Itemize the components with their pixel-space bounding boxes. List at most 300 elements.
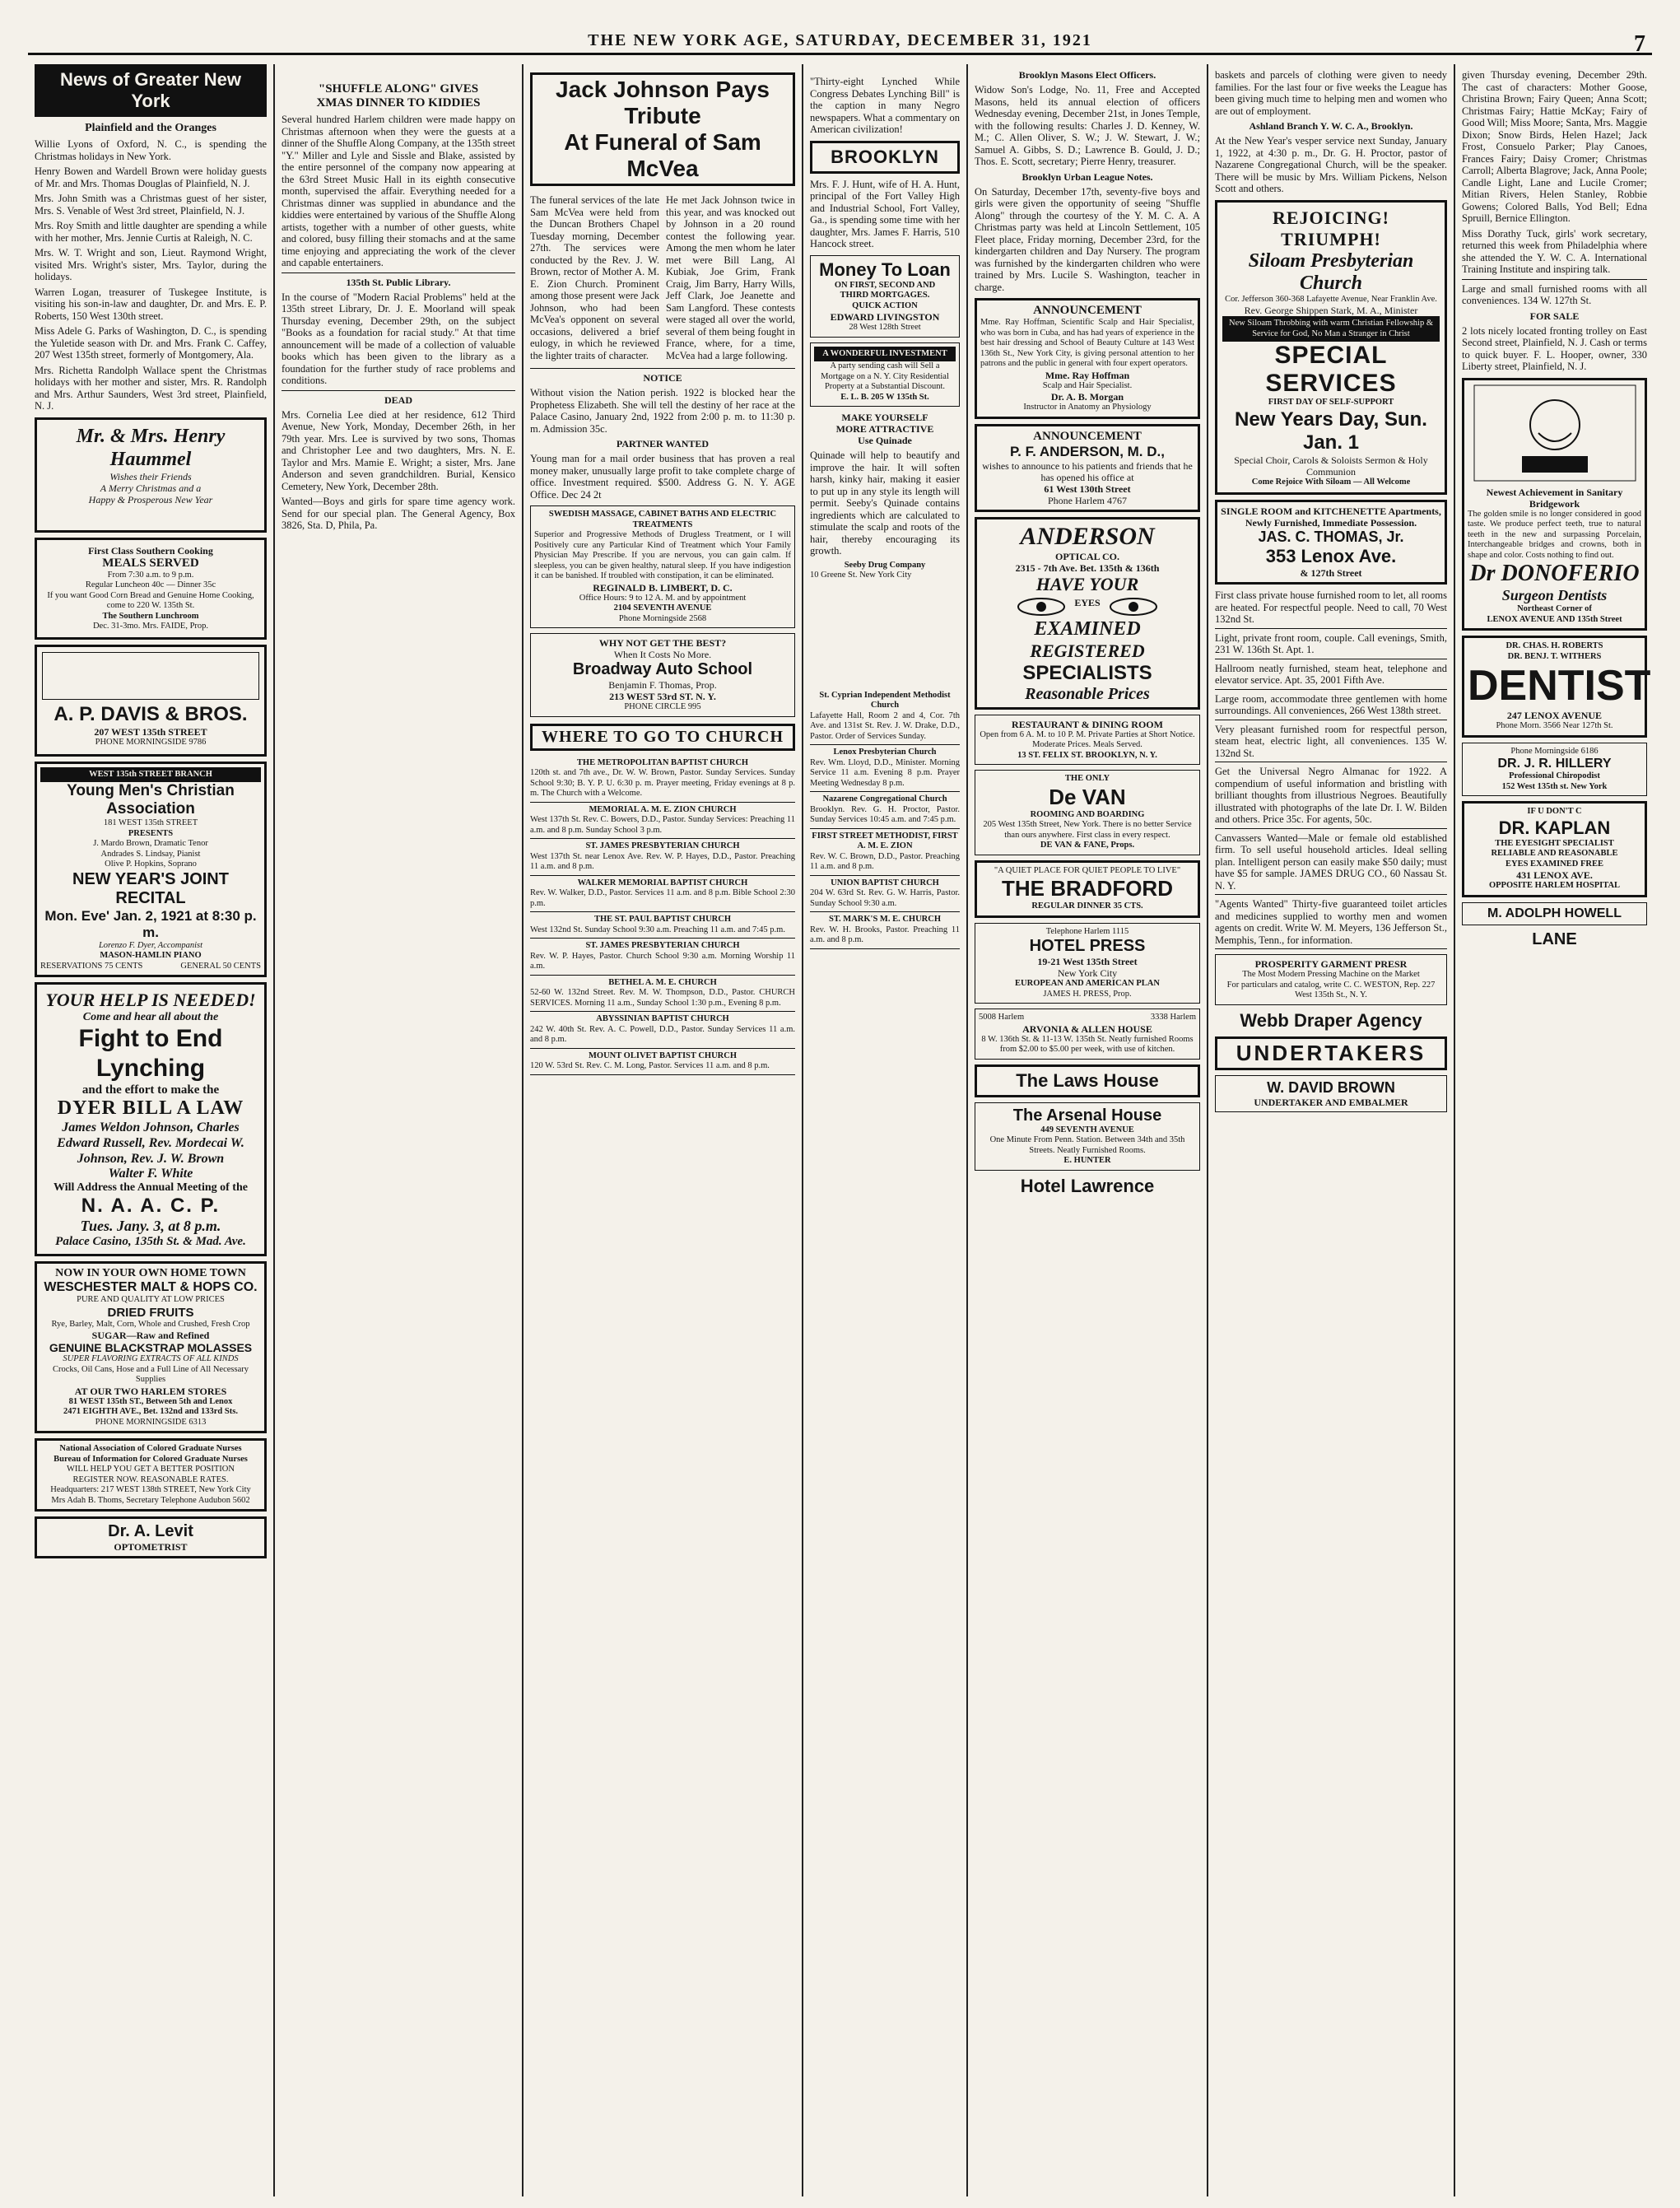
devan-ad (975, 770, 1200, 855)
church-directory-header-box (530, 724, 795, 751)
urban-headline: Brooklyn Urban League Notes. (1021, 170, 1153, 183)
lane-name: LANE (1532, 929, 1577, 948)
roberts-dentist-ad (1462, 636, 1651, 738)
donoferio-dentists-ad (1462, 378, 1647, 631)
lynching-help-needed: YOUR HELP IS NEEDED! (45, 990, 256, 1010)
auto-school-phone: PHONE CIRCLE 995 (624, 702, 701, 711)
restaurant-text: Open from 6 A. M. to 10 P. M. Private Parties at Short Notice. Moderate Prices. Meals Served. (980, 729, 1195, 749)
ymca-address: 181 WEST 135th STREET (103, 818, 198, 827)
money-name: EDWARD LIVINGSTON (830, 311, 940, 323)
roberts-phone: Phone Morn. 3566 Near 127th St. (1496, 721, 1613, 730)
donoferio-address: Northeast Corner of (1517, 604, 1592, 613)
news-item: Mrs. W. T. Wright and son, Lieut. Raymond Wright, visited Mrs. Wright's sister, Mrs. Taylor, during the holidays. (35, 247, 267, 282)
westchester-line: PHONE MORNINGSIDE 6313 (95, 1417, 207, 1427)
church-listing (810, 876, 960, 913)
westchester-line: SUPER FLAVORING EXTRACTS OF ALL KINDS (63, 1354, 239, 1363)
brown-sub: UNDERTAKER AND EMBALMER (1254, 1096, 1408, 1108)
news-item: Willie Lyons of Oxford, N. C., is spending the Christmas holidays in New York. (35, 138, 267, 162)
church-details: Rev. Wm. Lloyd, D.D., Minister. Morning Service 11 a.m. Evening 8 p.m. Prayer Meeting Wednesday 8 p.m. (810, 757, 960, 788)
investment-address: E. L. B. 205 W 135th St. (840, 392, 929, 402)
lynching-speakers: James Weldon Johnson, Charles Edward Russell, Rev. Mordecai W. Johnson, Rev. J. W. Brown (57, 1120, 244, 1166)
attract-headline: MORE ATTRACTIVE (835, 423, 934, 435)
ymca-artist: Andrades S. Lindsay, Pianist (100, 849, 201, 859)
column-2 (275, 64, 524, 2196)
bradford-pre: "A QUIET PLACE FOR QUIET PEOPLE TO LIVE" (994, 865, 1181, 875)
siloam-pastor: Rev. George Shippen Stark, M. A., Minister (1244, 305, 1418, 316)
hotel-lawrence-name: Hotel Lawrence (1020, 1175, 1155, 1196)
hillery-phone: Phone Morningside 6186 (1510, 746, 1599, 756)
seeby-address: 10 Greene St. New York City (810, 571, 912, 580)
bradford-name: THE BRADFORD (1002, 876, 1173, 901)
hoffman-title: Scalp and Hair Specialist. (1042, 380, 1133, 390)
ymca-name: Young Men's Christian Association (67, 782, 235, 818)
swedish-address: 2104 SEVENTH AVENUE (613, 603, 712, 613)
baskets-text: baskets and parcels of clothing were given to needy families. For the last four or five weeks the League has been giving much time to helping men and women who are out of employment. (1215, 69, 1447, 117)
jack-johnson-text: The funeral services of the late Sam McVea were held from the Duncan Brothers Chapel Tuesday morning, December 27th. The services were conducted by the Rev. J. W. Brown, rector of Mother A. M. E. Zion Church. Prominent among those present were Jack Johnson, who had been McVea's opponent on several occasions, delivered a brief eulogy, in which he reviewed the lighter traits of character. (530, 194, 659, 361)
lunchroom-ad (35, 538, 267, 640)
morgan-title: Instructor in Anatomy an Physiology (1023, 403, 1152, 412)
attract-text: Quinade will help to beautify and improve the hair. It will soften harsh, kinky hair, making it easier to put up in any style its length will permit. Seeby's Quinade contains ingredients which are calculated to stimulate the scalp and roots of the hair, thereby encouraging its growth. (810, 450, 960, 557)
classified-item: Light, private front room, couple. Call evenings, Smith, 231 W. 136th St. Apt. 1. (1215, 632, 1447, 659)
anderson-phone: Phone Harlem 4767 (1048, 494, 1127, 506)
howell-name: M. ADOLPH HOWELL (1487, 906, 1622, 920)
plainfield-subheading: Plainfield and the Oranges (85, 122, 216, 134)
westchester-line: NOW IN YOUR OWN HOME TOWN (55, 1267, 246, 1279)
money-address: 28 West 128th Street (849, 323, 921, 332)
church-name: MEMORIAL A. M. E. ZION CHURCH (589, 804, 737, 814)
levit-title: OPTOMETRIST (114, 1541, 188, 1553)
anderson-address: 61 West 130th Street (1044, 482, 1131, 495)
arsenal-text: One Minute From Penn. Station. Between 34th and 35th Streets. Neatly Furnished Rooms. (989, 1135, 1185, 1155)
church-name: St. Cyprian Independent Methodist Church (819, 690, 951, 710)
anderson-text: wishes to announce to his patients and friends that he has opened his office at (982, 459, 1193, 483)
optical-line: Reasonable Prices (1025, 684, 1150, 703)
lynching-line: Come and hear all about the (82, 1011, 219, 1023)
haummel-line: Wishes their Friends (109, 470, 192, 482)
church-name: THE METROPOLITAN BAPTIST CHURCH (576, 757, 749, 767)
hotel-press-address: 19-21 West 135th Street (1037, 956, 1138, 967)
westchester-line: 81 WEST 135th ST., Between 5th and Lenox (68, 1396, 233, 1406)
thomas-address-2: & 127th Street (1300, 567, 1362, 579)
church-details: West 132nd St. Sunday School 9:30 a.m. Preaching 11 a.m. and 7:45 p.m. (530, 925, 785, 934)
for-sale-heading: FOR SALE (1529, 310, 1580, 322)
haummel-greeting-ad (35, 417, 267, 533)
morgan-name: Dr. A. B. Morgan (1050, 391, 1124, 403)
investment-text: A party sending cash will Sell a Mortgage on a N. Y. City Residential Property at a Substantial Discount. (821, 361, 949, 391)
dead-headline: DEAD (384, 394, 412, 406)
divider (282, 390, 515, 391)
lynching-line: Will Address the Annual Meeting of the (54, 1181, 248, 1194)
ymca-recital-date: Mon. Eve' Jan. 2, 1921 at 8:30 p. m. (44, 907, 257, 940)
thomas-apartments-ad (1215, 500, 1447, 585)
notice-headline: NOTICE (643, 372, 682, 384)
church-directory-header: WHERE TO GO TO CHURCH (541, 727, 784, 746)
ymca-recital-title: NEW YEAR'S JOINT RECITAL (72, 869, 229, 907)
arvonia-name: ARVONIA & ALLEN HOUSE (1022, 1022, 1152, 1035)
church-listing (530, 912, 795, 939)
arsenal-house-ad (975, 1102, 1200, 1171)
notice-text: Without vision the Nation perish. 1922 is blocked hear the Prophetess Elizabeth. She will tell the destiny of her race at the Palace Casino, January 2nd, 1922 from 2:00 p. m. to 11:30 p. m. Admission 35c. (530, 387, 795, 435)
news-item: Warren Logan, treasurer of Tuskegee Institute, is visiting his son-in-law and daughter, Dr. and Mrs. E. P. Roberts, 150 West 130th street. (35, 286, 267, 322)
roberts-line: DR. BENJ. T. WITHERS (1507, 651, 1602, 661)
shuffle-article: Several hundred Harlem children were made happy on Christmas afternoon when they were the guests at a dinner of the Shuffle Along Company, at the 135th street "Y." Miller and Lyle and Sissle and Blake, assisted by the entire personnel of the company now appearing at the 63rd Street Music Hall in its eighth consecutive month, supervised the affair. Everything needed for a Christmas dinner was supplied in abundance and the kiddies were entertained by various of the Shuffle Along artists, together with a number of other guests, white and colored, busy filling their stomachs and at the same time enjoying and appreciating the work of the clever and capable entertainers. (282, 114, 515, 268)
church-listing (810, 912, 960, 949)
lunchroom-meals: MEALS SERVED (102, 556, 199, 570)
divider (1462, 279, 1647, 280)
classifieds (1215, 589, 1447, 949)
auto-school-address: 213 WEST 53rd ST. N. Y. (609, 691, 716, 702)
siloam-detail: Special Choir, Carols & Soloists Sermon & Holy Communion (1234, 454, 1428, 477)
church-name: WALKER MEMORIAL BAPTIST CHURCH (577, 878, 748, 887)
optical-sub: OPTICAL CO. (1054, 550, 1119, 562)
jack-johnson-headline: Jack Johnson Pays Tribute (556, 77, 770, 128)
hoffman-announcement (975, 298, 1200, 419)
lenox-rooms-text: Large and small furnished rooms with all conveniences. 134 W. 127th St. (1462, 282, 1647, 306)
column-5 (968, 64, 1208, 2196)
westchester-line: Rye, Barley, Malt, Corn, Whole and Crushed, Fresh Crop (51, 1319, 250, 1329)
money-to-loan-ad (810, 255, 960, 338)
davis-bros-ad (35, 645, 267, 757)
westchester-line: PURE AND QUALITY AT LOW PRICES (77, 1295, 225, 1304)
thomas-address: 353 Lenox Ave. (1265, 546, 1397, 566)
donoferio-sub: Surgeon Dentists (1501, 587, 1608, 603)
bradford-sub: REGULAR DINNER 35 CTS. (1031, 901, 1143, 911)
church-name: THE ST. PAUL BAPTIST CHURCH (594, 915, 731, 924)
classified-item: Large room, accommodate three gentlemen with home surroundings. All conveniences, 266 West 138th street. (1215, 693, 1447, 720)
church-name: ST. MARK'S M. E. CHURCH (828, 915, 942, 924)
kaplan-sub: THE EYESIGHT SPECIALIST (1495, 838, 1614, 848)
anderson-announcement-head: ANNOUNCEMENT (1033, 429, 1142, 443)
news-item: Mrs. Richetta Randolph Wallace spent the Christmas holidays with her mother and sister, Mrs. R. Randolph and Mrs. Arthur Saunders, West 3rd street, Plainfield, N. J. (35, 364, 267, 412)
column-6 (1208, 64, 1455, 2196)
page-number: 7 (1634, 31, 1647, 57)
column-3 (524, 64, 803, 2196)
church-details: 120th st. and 7th ave., Dr. W. W. Brown, Pastor. Sunday Services. Sunday School 9:30; B. Y. P. U. 6:30 p. m. Prayer meeting, Friday evenings at 8 p. m. The Church with a Welcome. (530, 768, 795, 798)
church-details: 204 W. 63rd St. Rev. G. W. Harris, Pastor. Sunday School 9:30 a.m. (810, 888, 960, 908)
ymca-artist: Olive P. Hopkins, Soprano (105, 859, 197, 869)
lunchroom-line: From 7:30 a.m. to 9 p.m. (107, 570, 194, 580)
dentist-big: DENTIST (1468, 662, 1651, 710)
haummel-line: A Merry Christmas and a (100, 482, 202, 494)
church-spacer (810, 581, 960, 688)
nurses-line: WILL HELP YOU GET A BETTER POSITION (67, 1465, 235, 1474)
undertakers-banner (1215, 1036, 1447, 1070)
eye-icon (1017, 597, 1066, 617)
westchester-malt-ad (35, 1261, 267, 1433)
classified-item: Canvassers Wanted—Male or female old established firm. To sell useful household articles. Ideal selling plan. Intelligent person can easily make $50 daily; must have $5 for sample. JAMES DRUG CO., 60 Nassau St. N. Y. (1215, 832, 1447, 896)
arvonia-phones (979, 1013, 1196, 1023)
westchester-molasses: GENUINE BLACKSTRAP MOLASSES (49, 1341, 253, 1354)
why-sub: When It Costs No More. (613, 649, 712, 660)
haummel-line: Happy & Prosperous New Year (88, 493, 213, 505)
library-article: In the course of "Modern Racial Problems" held at the 135th street Library, Dr. J. E. Moorland will speak Thursday evening, December 29th, on the subject "Books as a foundation for racial study." At that time announcement will be made of a collection of valuable books which has been given to the library as a foundation for the further study of race problems and conditions. (282, 291, 515, 386)
nurses-line: REGISTER NOW. REASONABLE RATES. (72, 1474, 229, 1484)
siloam-rejoicing: REJOICING! TRIUMPH! (1272, 207, 1389, 249)
optical-line: SPECIALISTS (1022, 661, 1152, 684)
for-sale-text: 2 lots nicely located fronting trolley on East Second street, Plainfield, N. J. Cash or terms to quick buyer. F. L. Hooper, owner, 330 Liberty street, Plainfield, N. J. (1462, 324, 1647, 372)
dead-notice: Mrs. Cornelia Lee died at her residence, 612 Third Avenue, New York, Monday, December 26th, in her 79th year. Mrs. Lee is survived by two sons, Thomas and Christopher Lee and two daughters, Mrs. N. E. Taylor and Mrs. Mamie E. Wright; a sister, Mrs. Jane Anderson and seven grandchildren. Burial, Kensico Cemetery, New York, December 28th. (282, 408, 515, 492)
classified-item: "Agents Wanted" Thirty-five guaranteed toilet articles and medicines supplied to worthy men and women agents on credit. Write W. M. Meyers, 136 Jefferson St., Memphis, Tenn., for information. (1215, 898, 1447, 949)
hunt-item: Mrs. F. J. Hunt, wife of H. A. Hunt, principal of the Fort Valley High and Industrial School, Fort Valley, Ga., is spending some time with her daughter, Mrs. James F. Harris, 510 Hancock street. (810, 178, 960, 249)
auto-school-ad (530, 633, 795, 717)
news-item: Henry Bowen and Wardell Brown were holiday guests of Mr. and Mrs. Thomas Douglas of Plainfield, N. J. (35, 165, 267, 189)
optical-eyes (980, 597, 1194, 617)
why-headline: WHY NOT GET THE BEST? (598, 637, 727, 649)
roberts-address: 247 LENOX AVENUE (1506, 710, 1603, 721)
tuck-text: Miss Dorathy Tuck, girls' work secretary, returned this week from Philadelphia where she attended the Y. W. C. A. International Training Institute and inspiring talk. (1462, 227, 1647, 275)
bradford-ad (975, 860, 1200, 918)
attract-headline: MAKE YOURSELF (841, 412, 928, 423)
roberts-line: DR. CHAS. H. ROBERTS (1505, 641, 1603, 650)
hotel-press-prop: JAMES H. PRESS, Prop. (1043, 989, 1132, 999)
church-details: 52-60 W. 132nd Street. Rev. M. W. Thompson, D.D., Pastor. CHURCH SERVICES. Morning 11 a.m., Sunday School 1:30 p.m., Evening 8 p.m. (530, 988, 795, 1008)
masons-headline: Brooklyn Masons Elect Officers. (1018, 69, 1156, 81)
swedish-name: REGINALD B. LIMBERT, D. C. (593, 581, 733, 594)
lynching-venue: Palace Casino, 135th St. & Mad. Ave. (55, 1235, 246, 1248)
urban-text: On Saturday, December 17th, seventy-five boys and girls were given the opportunity of seeing "Shuffle Along" through the courtesy of the Y. M. C. A. A Christmas party was held at Lincoln Settlement, 105 Fleet place, Friday morning, December 23rd, for the kindergarten children and Day Nursery. The program was furnished by the kindergarten children who were trained by Mrs. Lucile S. Washington, teacher in charge. (975, 185, 1200, 293)
announcement-headline: ANNOUNCEMENT (1033, 304, 1142, 317)
brooklyn-heading-box (810, 141, 960, 174)
howell-ad (1462, 902, 1647, 925)
davis-address: 207 WEST 135th STREET (94, 725, 207, 738)
nurses-ad (35, 1438, 267, 1512)
lunchroom-line: Regular Luncheon 40c — Dinner 35c (85, 580, 216, 589)
church-listing (530, 1012, 795, 1049)
ymca-artist: J. Mardo Brown, Dramatic Tenor (93, 839, 208, 848)
laws-house-name: The Laws House (1016, 1069, 1159, 1091)
investment-headline: A WONDERFUL INVESTMENT (814, 347, 956, 362)
optical-address: 2315 - 7th Ave. Bet. 135th & 136th (1015, 561, 1160, 574)
devan-prop: DE VAN & FANE, Props. (1040, 841, 1135, 850)
church-listing (530, 876, 795, 913)
devan-sub: ROOMING AND BOARDING (1030, 809, 1145, 819)
thomas-name: JAS. C. THOMAS, Jr. (1258, 529, 1404, 545)
westchester-name: WESCHESTER MALT & HOPS CO. (44, 1280, 258, 1294)
lunchroom-line: Dec. 31-3mo. Mrs. FAIDE, Prop. (92, 622, 209, 631)
optical-line: HAVE YOUR (1035, 573, 1139, 594)
classified-item: First class private house furnished room to let, all rooms are heated. For respectful people. Need to call, 70 West 132nd St. (1215, 589, 1447, 629)
anderson-md-ad (975, 424, 1200, 512)
column-7 (1455, 64, 1654, 2196)
church-listing (530, 756, 795, 803)
nurses-line: Headquarters: 217 WEST 138th STREET, New York City (50, 1485, 251, 1494)
library-headline: 135th St. Public Library. (346, 276, 451, 288)
church-details: 120 W. 53rd St. Rev. C. M. Long, Pastor. Services 11 a.m. and 8 p.m. (530, 1061, 770, 1070)
devan-pre: THE ONLY (1064, 774, 1110, 783)
dent-headline: Newest Achievement in Sanitary Bridgework (1486, 486, 1623, 510)
laws-house-ad (975, 1064, 1200, 1097)
thirty-eight-lynched: "Thirty-eight Lynched While Congress Debates Lynching Bill" is the caption in many Negro newspapers. What a commentary on American civilization! (810, 76, 960, 135)
haummel-names: Mr. & Mrs. Henry Haummel (76, 425, 226, 470)
kaplan-eyesight-ad (1462, 801, 1647, 897)
auto-school-prop: Benjamin F. Thomas, Prop. (608, 679, 717, 691)
church-name: MOUNT OLIVET BAPTIST CHURCH (589, 1050, 737, 1060)
church-listing (810, 745, 960, 792)
westchester-line: Crocks, Oil Cans, Hose and a Full Line of All Necessary Supplies (53, 1364, 249, 1384)
ywca-text: At the New Year's vesper service next Sunday, January 1, 1922, at 4:30 p. m., Dr. G. H. Proctor, pastor of Nazarene Congregational Church, will be the speaker. There will be music by Mrs. William Pickens, Nelson Scott and others. (1215, 135, 1447, 194)
church-details: Brooklyn. Rev. G. H. Proctor, Pastor. Sunday Services 10:45 a.m. and 7:45 p.m. (810, 804, 960, 824)
arvonia-ad (975, 1009, 1200, 1060)
ywca-headline: Ashland Branch Y. W. C. A., Brooklyn. (1249, 120, 1413, 132)
classified-item: Get the Universal Negro Almanac for 1922. A compendium of useful information and bristling with brilliant thoughts from illustrious Negroes. Beautifully illustrated with photographs of the late Dr. I. W. Bilden and others. Price 35c. For agents, 50c. (1215, 766, 1447, 829)
arvonia-text: 8 W. 136th St. & 11-13 W. 135th St. Neatly furnished Rooms from $2.00 to $5.00 per week, with use of kitchen. (981, 1034, 1194, 1054)
column-1 (28, 64, 275, 2196)
church-directory-left (530, 756, 795, 1075)
ymca-branch: WEST 135th STREET BRANCH (40, 767, 261, 783)
church-details: West 137th St. Rev. C. Bowers, D.D., Pastor. Sunday Services: Preaching 11 a.m. and 8 p.m. Sunday School 3 p.m. (530, 815, 795, 835)
arvonia-phone-left: 5008 Harlem (979, 1013, 1025, 1022)
news-item: Mrs. John Smith was a Christmas guest of her sister, Mrs. S. Venable of West 3rd street, Plainfield, N. J. (35, 193, 267, 217)
nurses-line: Mrs Adah B. Thoms, Secretary Telephone Audubon 5602 (51, 1495, 250, 1505)
naacp-lynching-ad (35, 982, 267, 1256)
donoferio-name: Dr DONOFERIO (1469, 561, 1640, 586)
money-line: THIRD MORTGAGES. (840, 291, 930, 300)
ymca-prices (40, 962, 261, 972)
greater-new-york-heading: News of Greater New York (59, 69, 242, 111)
jack-johnson-article (530, 191, 795, 365)
divider (530, 368, 795, 369)
devan-name: De VAN (1049, 784, 1126, 809)
webb-draper-agency: Webb Draper Agency (1240, 1009, 1422, 1031)
news-item: Miss Adele G. Parks of Washington, D. C., is spending the Yuletide season with Dr. and Mrs. Frank C. Caffey, 207 West 135th street, formerly of Montgomery, Ala. (35, 325, 267, 361)
church-name: ABYSSINIAN BAPTIST CHURCH (596, 1014, 729, 1023)
church-details: Rev. W. C. Brown, D.D., Pastor. Preaching 11 a.m. and 8 p.m. (810, 851, 960, 871)
siloam-address: Cor. Jefferson 360-368 Lafayette Avenue, Near Franklin Ave. (1225, 294, 1437, 304)
church-name: Nazarene Congregational Church (822, 794, 947, 804)
arsenal-prop: E. HUNTER (1063, 1156, 1111, 1165)
hotel-press-name: HOTEL PRESS (1029, 937, 1146, 955)
hillery-name: DR. J. R. HILLERY (1497, 757, 1612, 771)
jack-johnson-headline-box (530, 72, 795, 186)
westchester-dried-fruits: DRIED FRUITS (107, 1305, 194, 1320)
siloam-name: Siloam Presbyterian Church (1248, 249, 1414, 294)
siloam-church-ad (1215, 200, 1447, 496)
dentist-illustration-icon (1473, 384, 1637, 482)
church-name: Lenox Presbyterian Church (833, 748, 937, 757)
brown-undertaker-ad (1215, 1075, 1447, 1112)
partner-text: Young man for a mail order business that has proven a real money maker, unusually large profit to take complete charge of office. Investment required. $500. Address G. N. Y. AGE Office. Dec 24 2t (530, 453, 795, 501)
siloam-come: Come Rejoice With Siloam — All Welcome (1251, 477, 1411, 487)
garment-sub: The Most Modern Pressing Machine on the Market (1242, 970, 1420, 979)
brooklyn-heading: BROOKLYN (831, 146, 939, 167)
classified-item: Very pleasant furnished room for respectful person, steam heat, electric light, all conveniences. 135 W. 132nd St. (1215, 724, 1447, 763)
donoferio-address-2: LENOX AVENUE AND 135th Street (1487, 614, 1622, 624)
anderson-optical-ad (975, 517, 1200, 710)
money-headline: Money To Loan (819, 259, 951, 280)
attract-sub: Use Quinade (858, 435, 912, 446)
church-name: FIRST STREET METHODIST, FIRST A. M. E. ZION (812, 831, 958, 850)
siloam-first-day: FIRST DAY OF SELF-SUPPORT (1268, 398, 1394, 407)
jack-johnson-text: He met Jack Johnson twice in this year, and was knocked out by Johnson in a 20 round contest the following year. Among the men whom he later met were Bill Lang, Al Kubiak, Joe Grim, Frank Craig, Jim Barry, Harry Wills, Jeff Clark, Joe Jeanette and Sam Langford. These contests were staged all over the world, several of them being fought in France, where, for a time, McVea had a large following. (666, 194, 795, 361)
kaplan-line: RELIABLE AND REASONABLE (1491, 849, 1618, 858)
levit-name: Dr. A. Levit (108, 1522, 193, 1540)
arsenal-address: 449 SEVENTH AVENUE (1040, 1125, 1134, 1134)
money-line: ON FIRST, SECOND AND (834, 280, 936, 290)
cast-text: given Thursday evening, December 29th. The cast of characters: Mother Goose, Christina Brown; Fairy Queen; Anna Scott; Christmas Fairy; Hattie McKay; Fairy of Good Will; Miss Moore; Santa, Mrs. Maggie Dixon; Snow Birds, Helen Hazel; Jack Frost, Consuelo Parker; Play Canoes, Frances Fairy; Daisy Cromer; Christmas Carroll; Alberta Blagrove; Jack, Anna Poole; Candle Light, Lane and Lucile Cromer; Mitian Rivers, Helen Stanley, Robbie Gowens; Colored Balls, Yod Bell; Edna Spruill, Bernice Ellington. (1462, 69, 1647, 224)
westchester-line: AT OUR TWO HARLEM STORES (74, 1385, 227, 1397)
masthead (28, 31, 1652, 55)
wanted-ad: Wanted—Boys and girls for spare time agency work. Send for our special plan. The General Agency, Box 3826, Sta. D, Phila, Pa. (282, 496, 515, 531)
hotel-press-phone: Telephone Harlem 1115 (1045, 926, 1129, 936)
siloam-date: New Years Day, Sun. Jan. 1 (1235, 408, 1427, 454)
hillery-chiropodist-ad (1462, 743, 1647, 797)
kaplan-name: DR. KAPLAN (1498, 817, 1611, 838)
church-details: Lafayette Hall, Room 2 and 4, Cor. 7th Ave. and 131st St. Rev. J. W. Drake, D.D., Pastor. Order of Services Sunday. (810, 710, 960, 741)
garment-text: For particulars and catalog, write C. C. WESTON, Rep. 227 West 135th St., N. Y. (1226, 980, 1436, 999)
westchester-line: SUGAR—Raw and Refined (91, 1330, 210, 1341)
church-details: 242 W. 40th St. Rev. A. C. Powell, D.D., Pastor. Sunday Services 11 a.m. and 8 p.m. (530, 1024, 795, 1044)
swedish-headline: SWEDISH MASSAGE, CABINET BATHS AND ELECTRIC TREATMENTS (548, 510, 777, 529)
undertakers-heading: UNDERTAKERS (1236, 1040, 1426, 1065)
ymca-general: GENERAL 50 CENTS (180, 961, 261, 971)
church-listing (810, 792, 960, 829)
church-name: BETHEL A. M. E. CHURCH (608, 977, 717, 987)
davis-name: A. P. DAVIS & BROS. (54, 702, 248, 725)
davis-illustration-frame (42, 652, 259, 700)
kaplan-pre: IF U DON'T C (1527, 807, 1582, 816)
brown-name: W. DAVID BROWN (1267, 1078, 1395, 1096)
garment-headline: PROSPERITY GARMENT PRESR (1254, 958, 1408, 970)
lunchroom-line: First Class Southern Cooking (88, 544, 213, 557)
siloam-motto: New Siloam Throbbing with warm Christian Fellowship & Service for God, No Man a Stranger in Christ (1222, 316, 1440, 342)
shuffle-headline: "SHUFFLE ALONG" GIVES (318, 82, 479, 95)
arvonia-phone-right: 3338 Harlem (1150, 1013, 1196, 1022)
nurses-line: Bureau of Information for Colored Graduate Nurses (54, 1454, 248, 1464)
optical-name: ANDERSON (1020, 522, 1155, 550)
hotel-press-ad (975, 923, 1200, 1004)
church-name: UNION BAPTIST CHURCH (831, 878, 939, 887)
church-details: Rev. W. P. Hayes, Pastor. Church School 9:30 a.m. Morning Worship 11 a.m. (530, 951, 795, 971)
lynching-dyer-bill: DYER BILL A LAW (57, 1097, 244, 1119)
davis-phone: PHONE MORNINGSIDE 9786 (95, 737, 207, 747)
lynching-line: and the effort to make the (81, 1083, 220, 1097)
optical-line: REGISTERED (1030, 640, 1145, 661)
church-listing (530, 803, 795, 840)
masthead-text: THE NEW YORK AGE, SATURDAY, DECEMBER 31, 1921 (588, 31, 1092, 49)
ymca-piano: MASON-HAMLIN PIANO (100, 951, 202, 960)
church-listing (530, 976, 795, 1013)
jack-johnson-headline: At Funeral of Sam McVea (564, 129, 761, 181)
seeby-name: Seeby Drug Company (844, 560, 926, 570)
church-listing (530, 839, 795, 876)
news-item: Mrs. Roy Smith and little daughter are spending a while with her mother, Mrs. Jennie Curtis at Raleigh, N. C. (35, 220, 267, 244)
restaurant-address: 13 ST. FELIX ST. BROOKLYN, N. Y. (1017, 750, 1157, 760)
swedish-phone: Phone Morningside 2568 (618, 613, 707, 623)
lynching-naacp: N. A. A. C. P. (81, 1195, 221, 1217)
ymca-accompanist: Lorenzo F. Dyer, Accompanist (98, 940, 203, 950)
dent-text: The golden smile is no longer considered in good taste. We produce perfect teeth, true to natural teeth in the new and surpassing Porcelain, Interchangeable bridges and crowns, both in shape and color. Costs nothing to find out. (1468, 509, 1641, 560)
optical-line: EXAMINED (1034, 617, 1141, 640)
lynching-speaker-white: Walter F. White (108, 1167, 193, 1181)
partner-headline: PARTNER WANTED (616, 438, 710, 450)
swedish-hours: Office Hours: 9 to 12 A. M. and by appointment (579, 593, 747, 603)
church-name: ST. JAMES PRESBYTERIAN CHURCH (585, 941, 740, 950)
optical-eyes-label: EYES (1074, 596, 1101, 608)
kaplan-address: 431 LENOX AVE. (1516, 869, 1593, 881)
eye-icon (1109, 597, 1158, 617)
hotel-press-city: New York City (1057, 967, 1118, 979)
westchester-line: 2471 EIGHTH AVE., Bet. 132nd and 133rd Sts. (63, 1407, 238, 1416)
restaurant-headline: RESTAURANT & DINING ROOM (1012, 718, 1163, 730)
church-name: ST. JAMES PRESBYTERIAN CHURCH (585, 841, 740, 850)
church-listing (810, 688, 960, 746)
church-listing (530, 939, 795, 976)
swedish-text: Superior and Progressive Methods of Drugless Treatment, or I will Positively cure any Particular Kind of Treatment which Your Family Physician May Prescribe. If you are nervous, you can gain calm. If sleepless, you can be given healthy, natural sleep. If you have indigestion it can be banished. If troubled with constipation, it can be eliminated. (534, 530, 791, 580)
church-details: Rev. W. H. Brooks, Pastor. Preaching 11 a.m. and 8 p.m. (810, 925, 960, 944)
church-listing (530, 1049, 795, 1075)
announcement-text: Mme. Ray Hoffman, Scientific Scalp and Hair Specialist, who was born in Cuba, and has had years of experience in the best hair dressing and School of Beauty Culture at 143 West 136th St., New York City, is giving personal attention to her patrons and the public in general with four expert operators. (980, 318, 1194, 368)
kaplan-line: EYES EXAMINED FREE (1505, 859, 1604, 869)
